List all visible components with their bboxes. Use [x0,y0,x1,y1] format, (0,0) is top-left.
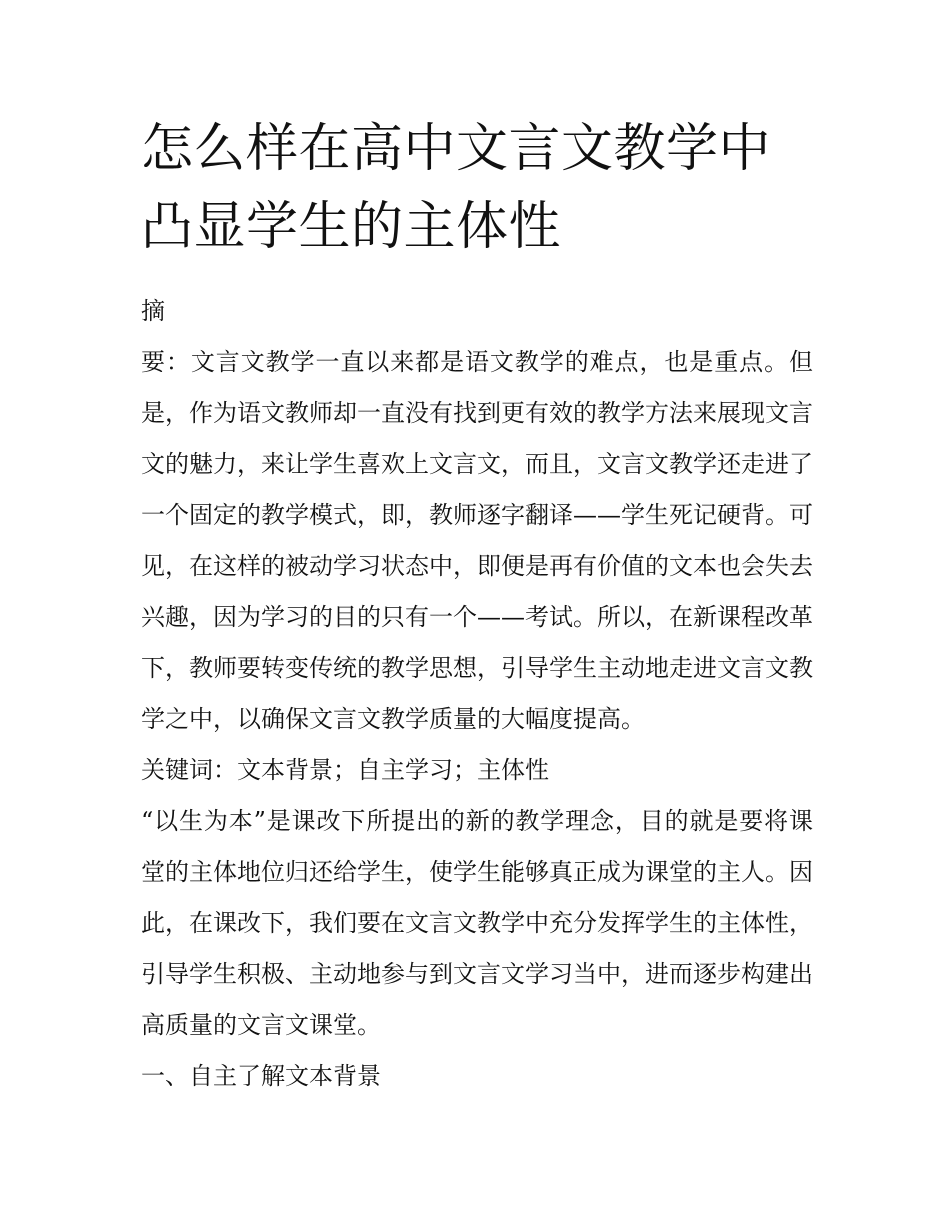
abstract-label: 摘 [141,297,165,325]
abstract-text: 要：文言文教学一直以来都是语文教学的难点，也是重点。但是，作为语文教师却一直没有找到更有效的教学方法来展现文言文的魅力，来让学生喜欢上文言文，而且，文言文教学还走进了一个固定的教学模式，即，教师逐字翻译——学生死记硬背。可见，在这样的被动学习状态中，即便是再有价值的文本也会失去兴趣，因为学习的目的只有一个——考试。所以，在新课程改革下，教师要转变传统的教学思想，引导学生主动地走进文言文教学之中，以确保文言文教学质量的大幅度提高。 [141,348,813,733]
document-title: 怎么样在高中文言文教学中凸显学生的主体性 [141,119,772,257]
title-spacer [141,266,813,286]
section-heading: 一、自主了解文本背景 [141,1062,381,1090]
intro-paragraph: “以生为本”是课改下所提出的新的教学理念，目的就是要将课堂的主体地位归还给学生，使学生能够真正成为课堂的主人。因此，在课改下，我们要在文言文教学中充分发挥学生的主体性，引导学生积极、主动地参与到文言文学习当中，进而逐步构建出高质量的文言文课堂。 [141,807,813,1039]
keywords-line: 关键词：文本背景；自主学习；主体性 [141,756,549,784]
document-page [141,110,813,1102]
